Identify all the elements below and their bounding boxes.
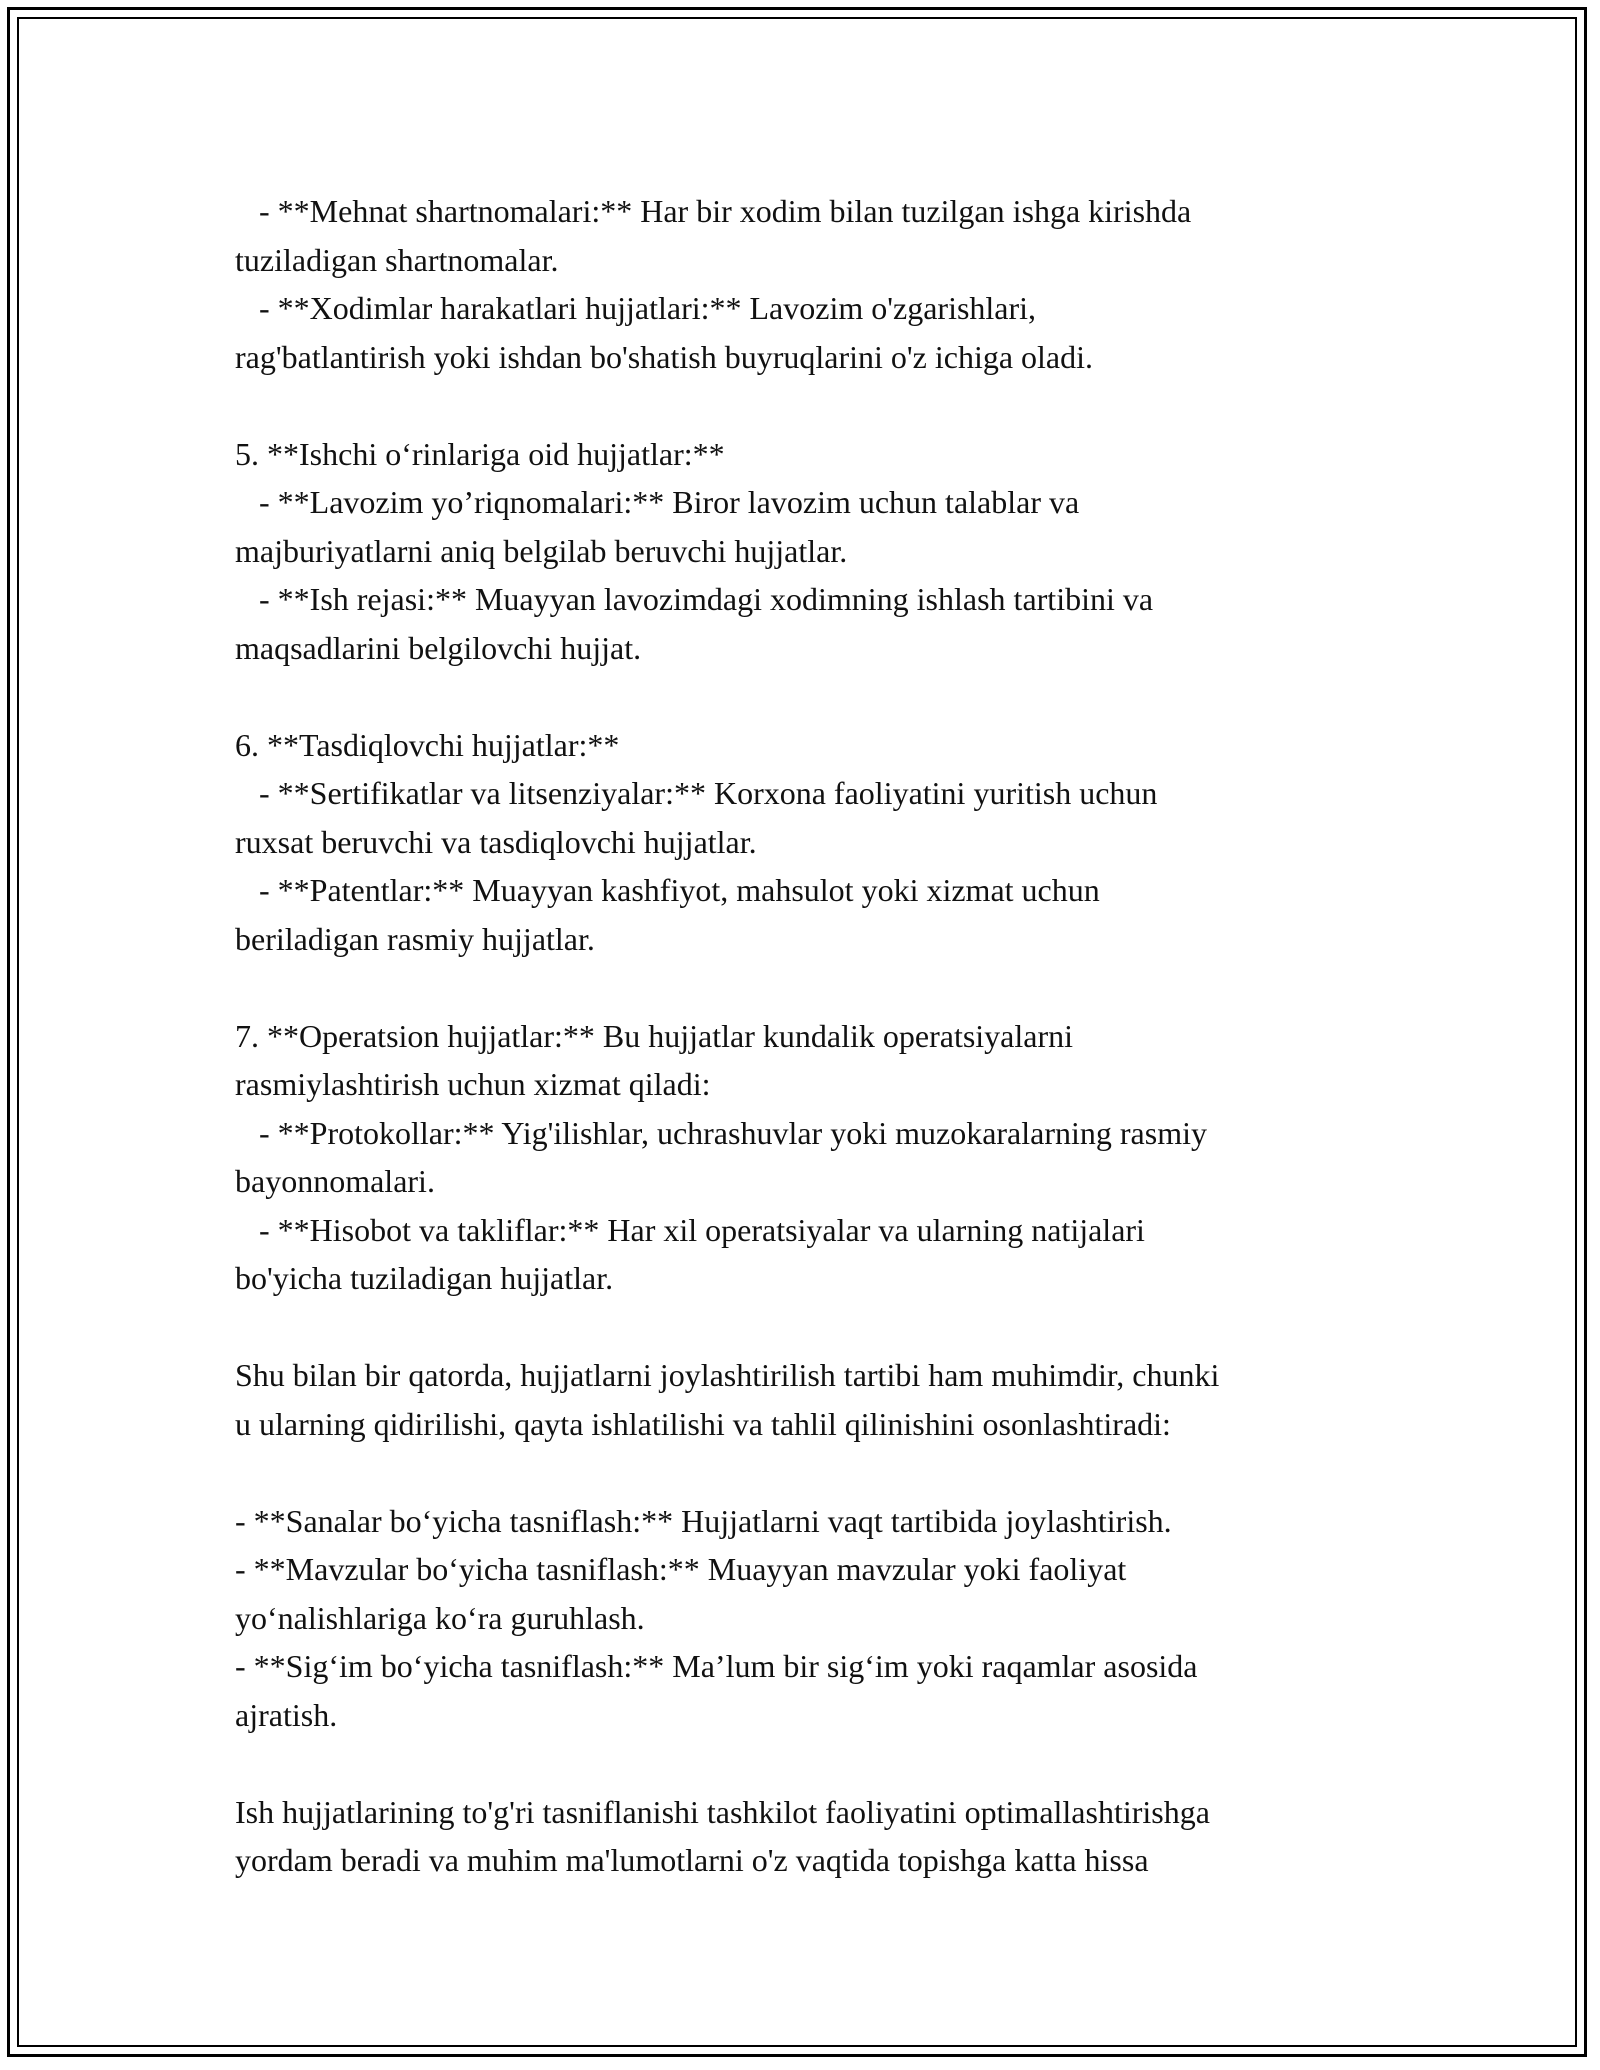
- paragraph-line: Ish hujjatlarining to'g'ri tasniflanishi tashkilot faoliyatini optimallashtirishga: [235, 1793, 1210, 1830]
- blank-line: [235, 1448, 1395, 1497]
- text-line: - **Xodimlar harakatlari hujjatlari:** Lavozim o'zgarishlari,: [235, 290, 1037, 326]
- text-line: bayonnomalari.: [235, 1163, 435, 1199]
- text-line: tuziladigan shartnomalar.: [235, 241, 559, 278]
- blank-line: [235, 381, 1395, 430]
- text-line: maqsadlarini belgilovchi hujjat.: [235, 629, 642, 666]
- text-line: rag'batlantirish yoki ishdan bo'shatish buyruqlarini o'z ichiga oladi.: [235, 338, 1094, 375]
- bullet-line: - **Sig‘im bo‘yicha tasniflash:** Ma’lum bir sig‘im yoki raqamlar asosida: [235, 1648, 1198, 1684]
- text-line: - **Sertifikatlar va litsenziyalar:** Korxona faoliyatini yuritish uchun: [235, 775, 1158, 811]
- blank-line: [235, 672, 1395, 721]
- text-line: - **Patentlar:** Muayyan kashfiyot, mahsulot yoki xizmat uchun: [235, 872, 1100, 908]
- text-line: ajratish.: [235, 1696, 338, 1733]
- blank-line: [235, 1303, 1395, 1352]
- text-line: - **Hisobot va takliflar:** Har xil operatsiyalar va ularning natijalari: [235, 1211, 1145, 1248]
- text-line: rasmiylashtirish uchun xizmat qiladi:: [235, 1066, 711, 1102]
- text-line: beriladigan rasmiy hujjatlar.: [235, 920, 595, 957]
- text-line: majburiyatlarni aniq belgilab beruvchi hujjatlar.: [235, 532, 848, 569]
- paragraph-line: yordam beradi va muhim ma'lumotlarni o'z vaqtida topishga katta hissa: [235, 1842, 1149, 1878]
- paragraph-line: u ularning qidirilishi, qayta ishlatilishi va tahlil qilinishini osonlashtiradi:: [235, 1405, 1171, 1442]
- text-line: - **Mehnat shartnomalari:** Har bir xodim bilan tuzilgan ishga kirishda: [235, 193, 1192, 229]
- text-line: yo‘nalishlariga ko‘ra guruhlash.: [235, 1599, 645, 1636]
- text-line: - **Lavozim yo’riqnomalari:** Biror lavozim uchun talablar va: [235, 484, 1080, 520]
- section-heading: 6. **Tasdiqlovchi hujjatlar:**: [235, 726, 620, 763]
- section-heading: 7. **Operatsion hujjatlar:** Bu hujjatlar kundalik operatsiyalarni: [235, 1017, 1074, 1054]
- text-line: ruxsat beruvchi va tasdiqlovchi hujjatlar.: [235, 823, 757, 860]
- blank-line: [235, 1739, 1395, 1788]
- text-line: - **Ish rejasi:** Muayyan lavozimdagi xodimning ishlash tartibini va: [235, 581, 1154, 617]
- paragraph-line: Shu bilan bir qatorda, hujjatlarni joylashtirilish tartibi ham muhimdir, chunki: [235, 1357, 1220, 1393]
- section-heading: 5. **Ishchi o‘rinlariga oid hujjatlar:**: [235, 435, 725, 472]
- bullet-line: - **Mavzular bo‘yicha tasniflash:** Muayyan mavzular yoki faoliyat: [235, 1551, 1127, 1587]
- bullet-line: - **Sanalar bo‘yicha tasniflash:** Hujjatlarni vaqt tartibida joylashtirish.: [235, 1502, 1172, 1539]
- document-body: [235, 187, 1395, 1885]
- text-line: bo'yicha tuziladigan hujjatlar.: [235, 1260, 614, 1296]
- blank-line: [235, 963, 1395, 1012]
- text-line: - **Protokollar:** Yig'ilishlar, uchrashuvlar yoki muzokaralarning rasmiy: [235, 1114, 1207, 1151]
